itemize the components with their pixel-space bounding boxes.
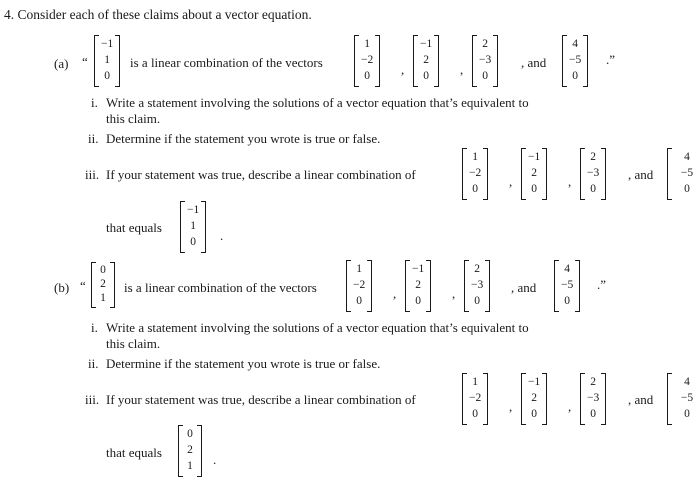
comma: ,: [509, 399, 513, 414]
period: .: [220, 228, 224, 243]
close-quote: .”: [597, 277, 607, 292]
comma: ,: [568, 174, 572, 189]
part-b-item-ii: Determine if the statement you wrote is true or false.: [106, 356, 381, 371]
comma: ,: [401, 62, 405, 77]
part-b-target-vector: 0 2 1: [91, 262, 115, 308]
part-b-item-i-line1: Write a statement involving the solutions of a vector equation that’s equivalent to: [106, 320, 529, 335]
vector-v4: 4 −5 0: [562, 35, 588, 87]
vector-v4: 4 −5 0: [667, 148, 700, 200]
vector-v4: 4 −5 0: [554, 260, 580, 312]
vector-v3: 2 −3 0: [580, 148, 606, 200]
vector-v2: −1 2 0: [413, 35, 439, 87]
part-a-target-vector: −1 1 0: [180, 201, 206, 253]
part-b-item-iii: If your statement was true, describe a linear combination of: [106, 392, 416, 407]
period: .: [213, 452, 217, 467]
problem-number: 4.: [4, 7, 15, 22]
vector-v2: −1 2 0: [521, 373, 547, 425]
part-b-label: (b): [54, 280, 70, 295]
vector-v4: 4 −5 0: [667, 373, 700, 425]
vector-v1: 1 −2 0: [346, 260, 372, 312]
vector-v2: −1 2 0: [521, 148, 547, 200]
comma: ,: [452, 286, 456, 301]
close-quote: .”: [606, 52, 616, 67]
problem-header: [4, 7, 312, 23]
part-a-item-i-line2: this claim.: [106, 111, 161, 126]
part-a-that-equals: that equals: [106, 220, 162, 235]
vector-v1: 1 −2 0: [354, 35, 380, 87]
part-a-item-iii-label: iii.: [85, 167, 100, 182]
part-a-item-ii: Determine if the statement you wrote is true or false.: [106, 131, 381, 146]
vector-v2: −1 2 0: [405, 260, 431, 312]
vector-v3: 2 −3 0: [472, 35, 498, 87]
part-a-item-ii-label: ii.: [88, 131, 99, 146]
comma: ,: [509, 174, 513, 189]
lin-comb-text: is a linear combination of the vectors: [124, 280, 317, 295]
open-quote: “: [80, 278, 86, 293]
open-quote: “: [82, 54, 88, 69]
and-text: , and: [511, 280, 537, 295]
vector-v1: 1 −2 0: [462, 373, 488, 425]
part-a-item-i-line1: Write a statement involving the solutions of a vector equation that’s equivalent to: [106, 95, 529, 110]
part-a-item-i-label: i.: [91, 95, 98, 110]
vector-v1: 1 −2 0: [462, 148, 488, 200]
part-a-item-iii: If your statement was true, describe a linear combination of: [106, 167, 416, 182]
comma: ,: [460, 62, 464, 77]
and-text: , and: [628, 167, 654, 182]
part-b-item-ii-label: ii.: [88, 356, 99, 371]
part-a-target-vector: −1 1 0: [94, 35, 120, 87]
and-text: , and: [521, 55, 547, 70]
part-b-item-iii-label: iii.: [85, 392, 100, 407]
vector-v3: 2 −3 0: [464, 260, 490, 312]
part-b-target-vector: 0 2 1: [178, 425, 202, 477]
part-b-item-i-line2: this claim.: [106, 336, 161, 351]
vector-v3: 2 −3 0: [580, 373, 606, 425]
comma: ,: [393, 286, 397, 301]
part-a-label: (a): [54, 56, 69, 71]
and-text: , and: [628, 392, 654, 407]
comma: ,: [568, 399, 572, 414]
part-b-that-equals: that equals: [106, 445, 162, 460]
problem-statement: Consider each of these claims about a vector equation.: [17, 7, 312, 22]
part-b-item-i-label: i.: [91, 320, 98, 335]
lin-comb-text: is a linear combination of the vectors: [130, 55, 323, 70]
